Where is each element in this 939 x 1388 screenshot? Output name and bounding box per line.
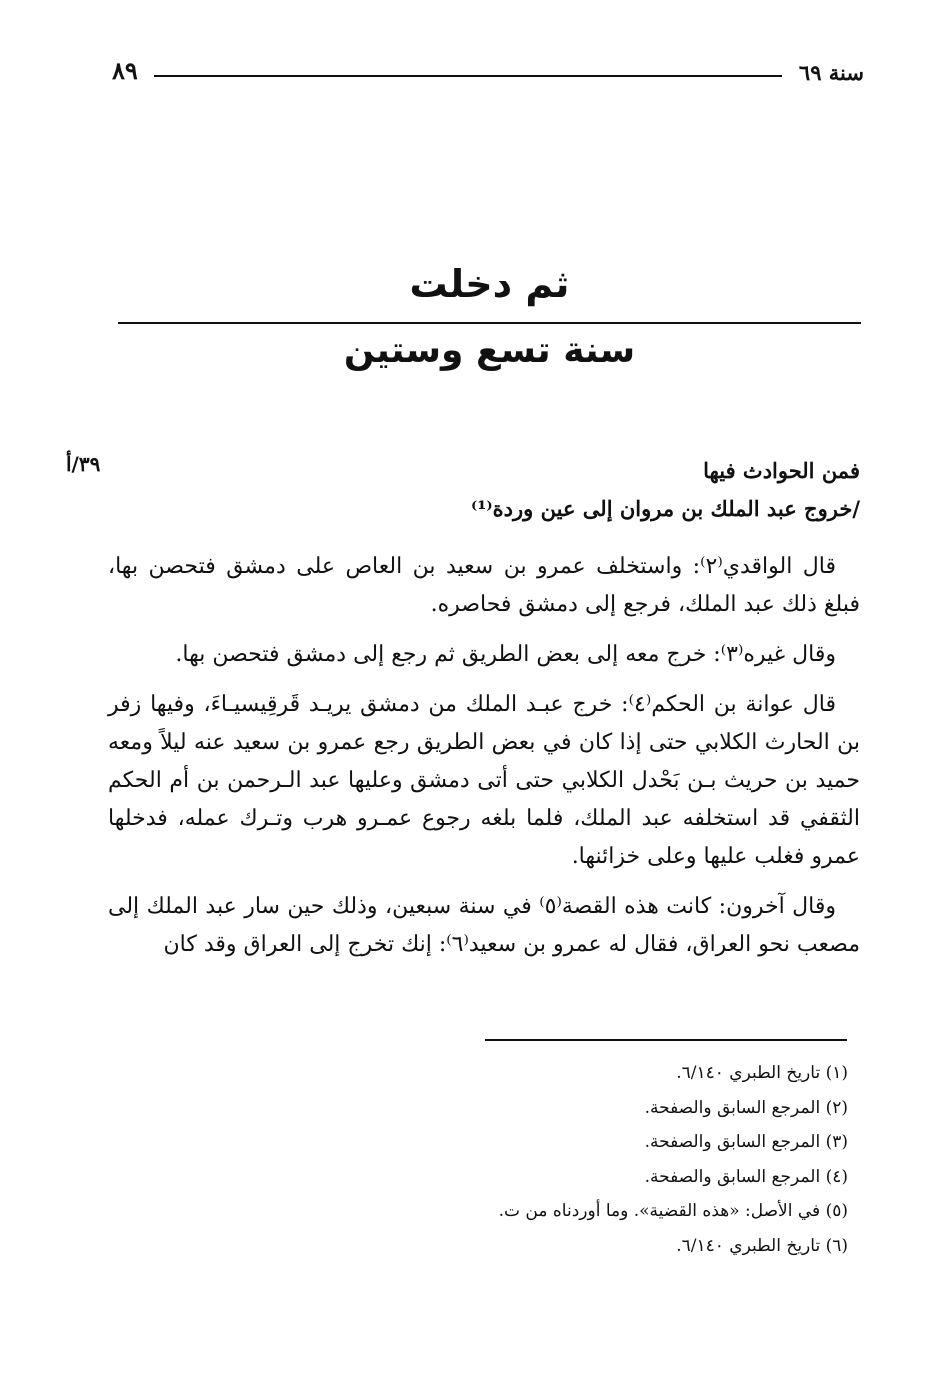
paragraph: قال عوانة بن الحكم⁽٤⁾: خرج عبـد الملك من دمشق يريـد قَرقِيسيـاءَ، وفيها زفر بن الحارث الكلابي حتى إذا كان في بعض الطريق رجع عمرو بن سعيد عنه ليلاً ومعه حميد بن حريث بـن بَحْدل الكلابي حتى أتى دمشق وعليها عبد الـرحمن بن أم الحكم الثقفي قد استخلفه عبد الملك، فلما بلغه رجوع عمـرو هرب وتـرك عمله، فدخلها عمرو فغلب عليها وعلى خزائنها. xyxy=(108,692,860,869)
running-title: سنة ٦٩ xyxy=(798,60,864,85)
paragraph: وقال غيره⁽٣⁾: خرج معه إلى بعض الطريق ثم رجع إلى دمشق فتحصن بها. xyxy=(175,642,836,667)
page-number: ٨٩ xyxy=(112,56,138,85)
footnote: (٢) المرجع السابق والصفحة. xyxy=(644,1097,848,1118)
folio-reference: ٣٩/أ xyxy=(66,452,101,476)
footnotes xyxy=(108,1056,848,1263)
footnote: (٥) في الأصل: «هذه القضية». وما أوردناه من ت. xyxy=(498,1201,848,1221)
chapter-title-line1: ثم دخلت xyxy=(409,262,570,306)
title-divider xyxy=(118,322,861,324)
footnote: (١) تاريخ الطبري ٦/١٤٠. xyxy=(676,1063,848,1083)
footnote: (٤) المرجع السابق والصفحة. xyxy=(644,1166,848,1187)
main-text xyxy=(108,452,860,964)
section-heading: فمن الحوادث فيها xyxy=(703,458,860,483)
footnote: (٦) تاريخ الطبري ٦/١٤٠. xyxy=(676,1235,848,1256)
section-subheading: /خروج عبد الملك بن مروان إلى عين وردة⁽¹⁾ xyxy=(470,496,860,521)
paragraph: قال الواقدي⁽٢⁾: واستخلف عمرو بن سعيد بن العاص على دمشق فتحصن بها، فبلغ ذلك عبد الملك، فرجع إلى دمشق فحاصره. xyxy=(108,554,860,617)
chapter-title-line2: سنة تسع وستين xyxy=(343,330,636,371)
footnote-divider xyxy=(485,1039,847,1041)
footnote: (٣) المرجع السابق والصفحة. xyxy=(644,1132,848,1152)
running-header xyxy=(112,56,864,94)
header-rule xyxy=(154,75,782,77)
paragraph: وقال آخرون: كانت هذه القصة⁽٥⁾ في سنة سبعين، وذلك حين سار عبد الملك إلى مصعب نحو العراق، فقال له عمرو بن سعيد⁽٦⁾: إنك تخرج إلى العراق وقد كان xyxy=(108,894,860,957)
